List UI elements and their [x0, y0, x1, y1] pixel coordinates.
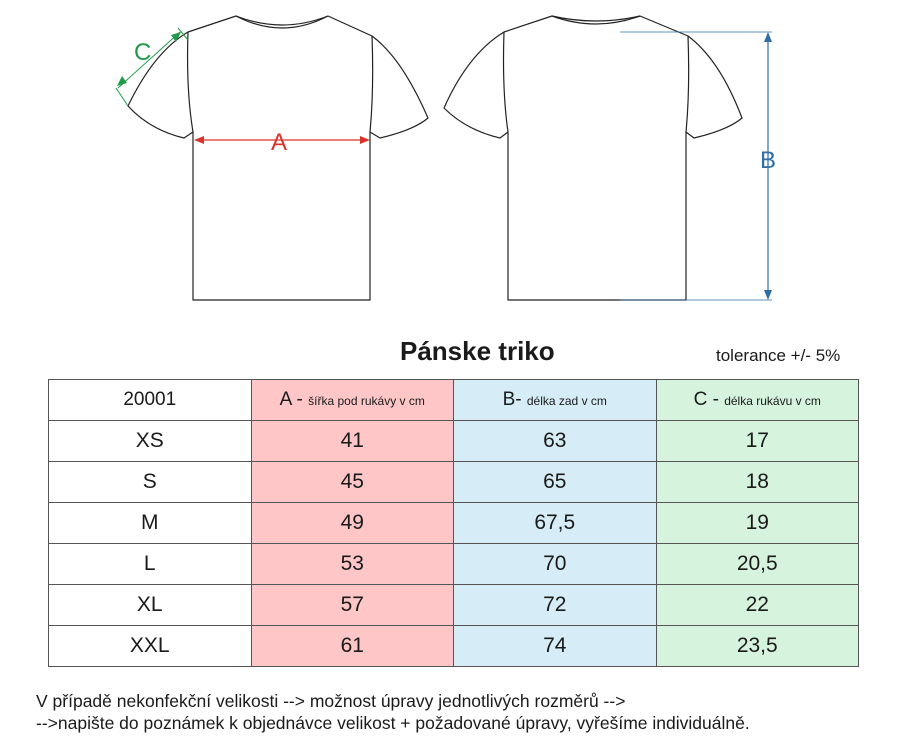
value-a-cell: 53 [251, 544, 454, 585]
back-tshirt-outline [444, 16, 742, 300]
table-row [49, 626, 859, 667]
size-cell: XL [49, 585, 252, 626]
value-c-cell: 17 [656, 421, 859, 462]
value-c-cell: 19 [656, 503, 859, 544]
note-line-2: -->napište do poznámek k objednávce velikost + požadované úpravy, vyřešíme individuálně. [36, 713, 750, 733]
label-b: B [760, 147, 777, 174]
table-row [49, 585, 859, 626]
value-b-cell: 67,5 [454, 503, 657, 544]
header-c: C - délka rukávu v cm [656, 380, 859, 421]
value-b-cell: 74 [454, 626, 657, 667]
label-c: C [134, 39, 152, 66]
size-cell: XXL [49, 626, 252, 667]
value-a-cell: 57 [251, 585, 454, 626]
header-b: B- délka zad v cm [454, 380, 657, 421]
value-b-cell: 65 [454, 462, 657, 503]
value-b-cell: 70 [454, 544, 657, 585]
tolerance-note: tolerance +/- 5% [716, 346, 841, 365]
value-a-cell: 61 [251, 626, 454, 667]
front-tshirt-outline [128, 16, 428, 300]
value-b-cell: 63 [454, 421, 657, 462]
table-header-row [49, 380, 859, 421]
custom-size-note [36, 690, 750, 734]
value-c-cell: 22 [656, 585, 859, 626]
size-cell: S [49, 462, 252, 503]
measurement-diagram [0, 0, 908, 320]
note-line-1: V případě nekonfekční velikosti --> možnost úpravy jednotlivých rozměrů --> [36, 691, 626, 711]
value-c-cell: 23,5 [656, 626, 859, 667]
label-a: A [271, 129, 288, 156]
value-a-cell: 41 [251, 421, 454, 462]
table-row [49, 503, 859, 544]
size-cell: XS [49, 421, 252, 462]
size-cell: L [49, 544, 252, 585]
table-row [49, 544, 859, 585]
value-a-cell: 45 [251, 462, 454, 503]
table-row [49, 462, 859, 503]
value-c-cell: 20,5 [656, 544, 859, 585]
header-a: A - šířka pod rukávy v cm [251, 380, 454, 421]
header-product-code: 20001 [49, 380, 252, 421]
size-table [48, 379, 859, 667]
value-a-cell: 49 [251, 503, 454, 544]
value-b-cell: 72 [454, 585, 657, 626]
value-c-cell: 18 [656, 462, 859, 503]
table-row [49, 421, 859, 462]
page-title: Pánske triko [400, 336, 555, 366]
size-cell: M [49, 503, 252, 544]
